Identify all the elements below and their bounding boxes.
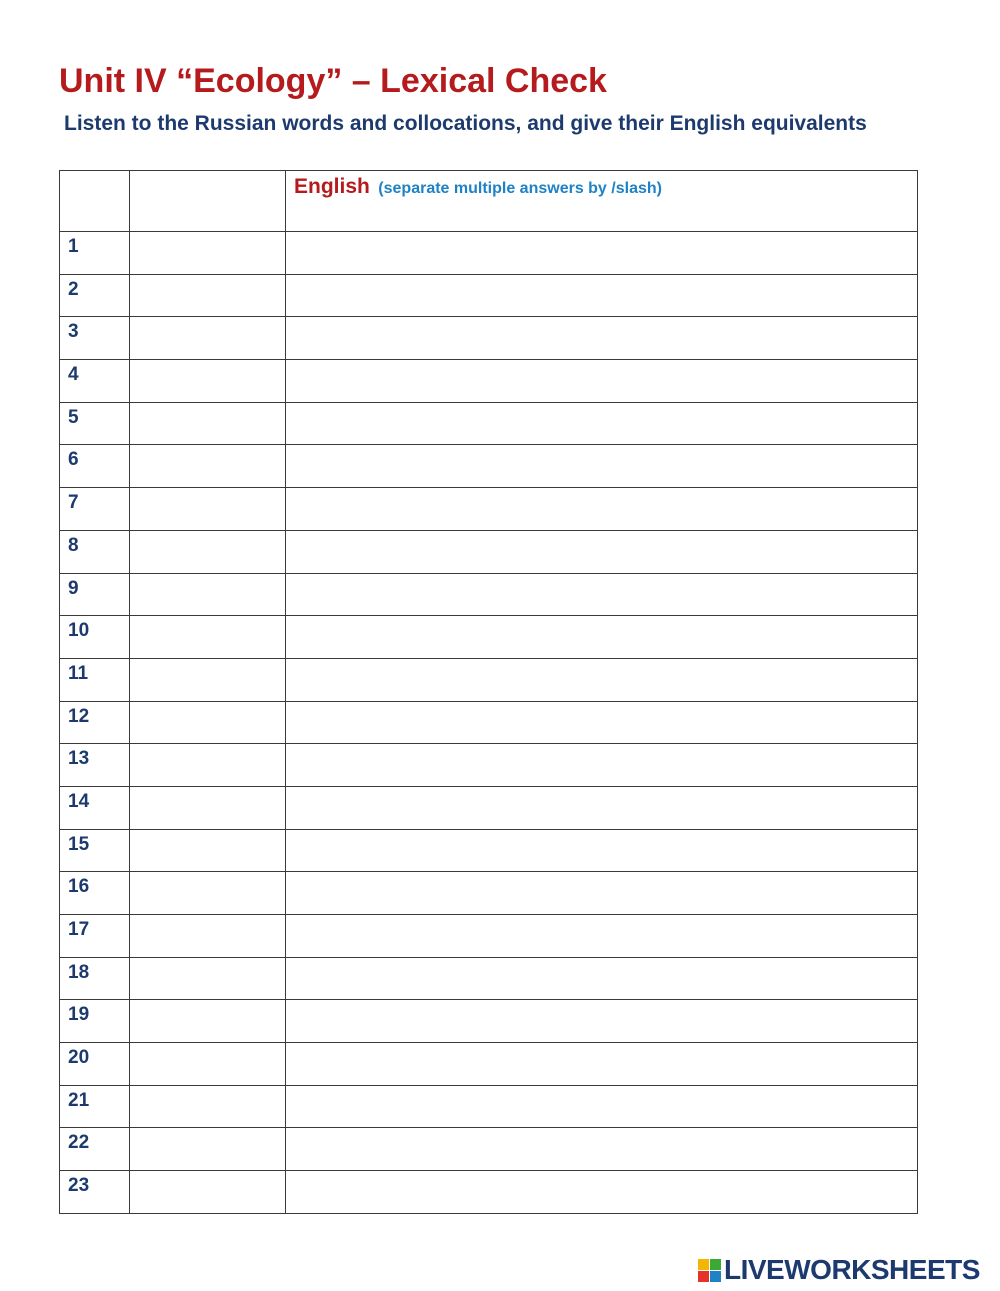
english-answer-field[interactable] (286, 915, 917, 957)
number-column-header (60, 171, 130, 232)
row-number: 8 (68, 534, 79, 556)
table-row (60, 1171, 918, 1214)
english-answer-cell[interactable] (286, 530, 918, 573)
english-answer-field[interactable] (286, 1043, 917, 1085)
russian-word-cell (130, 1171, 286, 1214)
row-number-cell (60, 402, 130, 445)
english-answer-cell[interactable] (286, 872, 918, 915)
row-number-cell (60, 829, 130, 872)
english-answer-field[interactable] (286, 787, 917, 829)
row-number: 17 (68, 919, 90, 940)
russian-word-cell (130, 1043, 286, 1086)
row-number-cell (60, 957, 130, 1000)
row-number: 5 (68, 406, 79, 428)
english-answer-cell[interactable] (286, 317, 918, 360)
row-number: 14 (68, 790, 90, 812)
row-number-cell (60, 1000, 130, 1043)
table-row (60, 829, 918, 872)
russian-word-cell (130, 957, 286, 1000)
logo-square (710, 1271, 721, 1282)
english-answer-field[interactable] (286, 1000, 917, 1042)
english-answer-cell[interactable] (286, 360, 918, 403)
english-answer-field[interactable] (286, 574, 917, 616)
table-row (60, 317, 918, 360)
table-row (60, 616, 918, 659)
row-number: 9 (68, 577, 79, 599)
row-number-cell (60, 1128, 130, 1171)
table-row (60, 488, 918, 531)
row-number-cell (60, 530, 130, 573)
row-number: 7 (68, 492, 79, 514)
english-header-label: English (294, 175, 370, 198)
row-number-cell (60, 573, 130, 616)
english-answer-field[interactable] (286, 488, 917, 530)
russian-column-header (130, 171, 286, 232)
row-number: 4 (68, 364, 79, 386)
russian-word-cell (130, 488, 286, 531)
row-number-cell (60, 744, 130, 787)
row-number: 1 (68, 236, 79, 257)
row-number: 12 (68, 705, 90, 727)
russian-word-cell (130, 360, 286, 403)
row-number: 19 (68, 1004, 90, 1026)
row-number-cell (60, 232, 130, 275)
russian-word-cell (130, 1000, 286, 1043)
english-answer-field[interactable] (286, 275, 917, 317)
english-header-hint: (separate multiple answers by /slash) (378, 180, 662, 197)
english-answer-cell[interactable] (286, 445, 918, 488)
table-row (60, 232, 918, 275)
english-answer-cell[interactable] (286, 658, 918, 701)
english-answer-cell[interactable] (286, 1085, 918, 1128)
table-row (60, 744, 918, 787)
row-number-cell (60, 658, 130, 701)
english-answer-cell[interactable] (286, 1128, 918, 1171)
row-number: 18 (68, 961, 90, 983)
russian-word-cell (130, 786, 286, 829)
russian-word-cell (130, 1085, 286, 1128)
english-answer-field[interactable] (286, 1171, 917, 1213)
english-answer-field[interactable] (286, 403, 917, 445)
instruction-text: Listen to the Russian words and collocations, and give their English equivalents (64, 112, 867, 135)
table-row (60, 360, 918, 403)
russian-word-cell (130, 744, 286, 787)
row-number-cell (60, 360, 130, 403)
table-row (60, 1128, 918, 1171)
russian-word-cell (130, 274, 286, 317)
english-answer-cell[interactable] (286, 701, 918, 744)
english-answer-cell[interactable] (286, 744, 918, 787)
english-answer-field[interactable] (286, 659, 917, 701)
table-row (60, 786, 918, 829)
english-answer-field[interactable] (286, 616, 917, 658)
table-row (60, 274, 918, 317)
row-number: 21 (68, 1089, 90, 1111)
english-answer-cell[interactable] (286, 1000, 918, 1043)
row-number-cell (60, 701, 130, 744)
english-answer-cell[interactable] (286, 1043, 918, 1086)
row-number-cell (60, 872, 130, 915)
english-answer-field[interactable] (286, 830, 917, 872)
russian-word-cell (130, 1128, 286, 1171)
logo-square (698, 1271, 709, 1282)
table-row (60, 701, 918, 744)
row-number-cell (60, 786, 130, 829)
russian-word-cell (130, 445, 286, 488)
english-answer-field[interactable] (286, 702, 917, 744)
russian-word-cell (130, 530, 286, 573)
english-answer-cell[interactable] (286, 488, 918, 531)
table-header-row (60, 171, 918, 232)
russian-word-cell (130, 402, 286, 445)
row-number: 15 (68, 833, 90, 855)
english-answer-field[interactable] (286, 872, 917, 914)
row-number: 10 (68, 620, 90, 642)
page-title: Unit IV “Ecology” – Lexical Check (59, 62, 607, 100)
english-answer-field[interactable] (286, 958, 917, 1000)
row-number: 11 (68, 662, 89, 684)
row-number-cell (60, 445, 130, 488)
english-answer-cell[interactable] (286, 829, 918, 872)
english-column-header (286, 171, 918, 232)
russian-word-cell (130, 829, 286, 872)
english-answer-field[interactable] (286, 445, 917, 487)
row-number-cell (60, 1085, 130, 1128)
row-number: 13 (68, 748, 90, 770)
row-number-cell (60, 274, 130, 317)
row-number-cell (60, 1171, 130, 1214)
table-row (60, 658, 918, 701)
row-number: 2 (68, 278, 79, 300)
english-answer-field[interactable] (286, 531, 917, 573)
row-number-cell (60, 616, 130, 659)
english-answer-cell[interactable] (286, 616, 918, 659)
lexical-check-table (59, 170, 918, 1214)
row-number-cell (60, 488, 130, 531)
row-number-cell (60, 317, 130, 360)
table-row (60, 573, 918, 616)
logo-text: LIVEWORKSHEETS (724, 1254, 980, 1285)
table-row (60, 1085, 918, 1128)
english-answer-cell[interactable] (286, 274, 918, 317)
russian-word-cell (130, 232, 286, 275)
english-answer-field[interactable] (286, 744, 917, 786)
table-row (60, 445, 918, 488)
liveworksheets-logo (698, 1254, 980, 1286)
english-answer-field[interactable] (286, 1128, 917, 1170)
table-row (60, 530, 918, 573)
table-row (60, 402, 918, 445)
russian-word-cell (130, 915, 286, 958)
row-number: 16 (68, 876, 90, 898)
row-number-cell (60, 915, 130, 958)
russian-word-cell (130, 573, 286, 616)
row-number-cell (60, 1043, 130, 1086)
logo-square (698, 1259, 709, 1270)
table-row (60, 957, 918, 1000)
row-number: 22 (68, 1132, 90, 1154)
row-number: 23 (68, 1175, 90, 1197)
russian-word-cell (130, 317, 286, 360)
english-answer-cell[interactable] (286, 402, 918, 445)
english-answer-cell[interactable] (286, 1171, 918, 1214)
logo-mark-icon (698, 1259, 721, 1282)
table-row (60, 915, 918, 958)
english-answer-field[interactable] (286, 360, 917, 402)
russian-word-cell (130, 701, 286, 744)
russian-word-cell (130, 872, 286, 915)
english-answer-field[interactable] (286, 317, 917, 359)
english-answer-cell[interactable] (286, 573, 918, 616)
table-row (60, 872, 918, 915)
english-answer-cell[interactable] (286, 957, 918, 1000)
table-row (60, 1043, 918, 1086)
table-row (60, 1000, 918, 1043)
english-answer-field[interactable] (286, 232, 917, 274)
row-number: 3 (68, 321, 79, 343)
english-answer-cell[interactable] (286, 786, 918, 829)
english-answer-cell[interactable] (286, 915, 918, 958)
row-number: 20 (68, 1047, 90, 1069)
russian-word-cell (130, 658, 286, 701)
logo-square (710, 1259, 721, 1270)
english-answer-cell[interactable] (286, 232, 918, 275)
english-answer-field[interactable] (286, 1086, 917, 1128)
row-number: 6 (68, 449, 79, 471)
russian-word-cell (130, 616, 286, 659)
